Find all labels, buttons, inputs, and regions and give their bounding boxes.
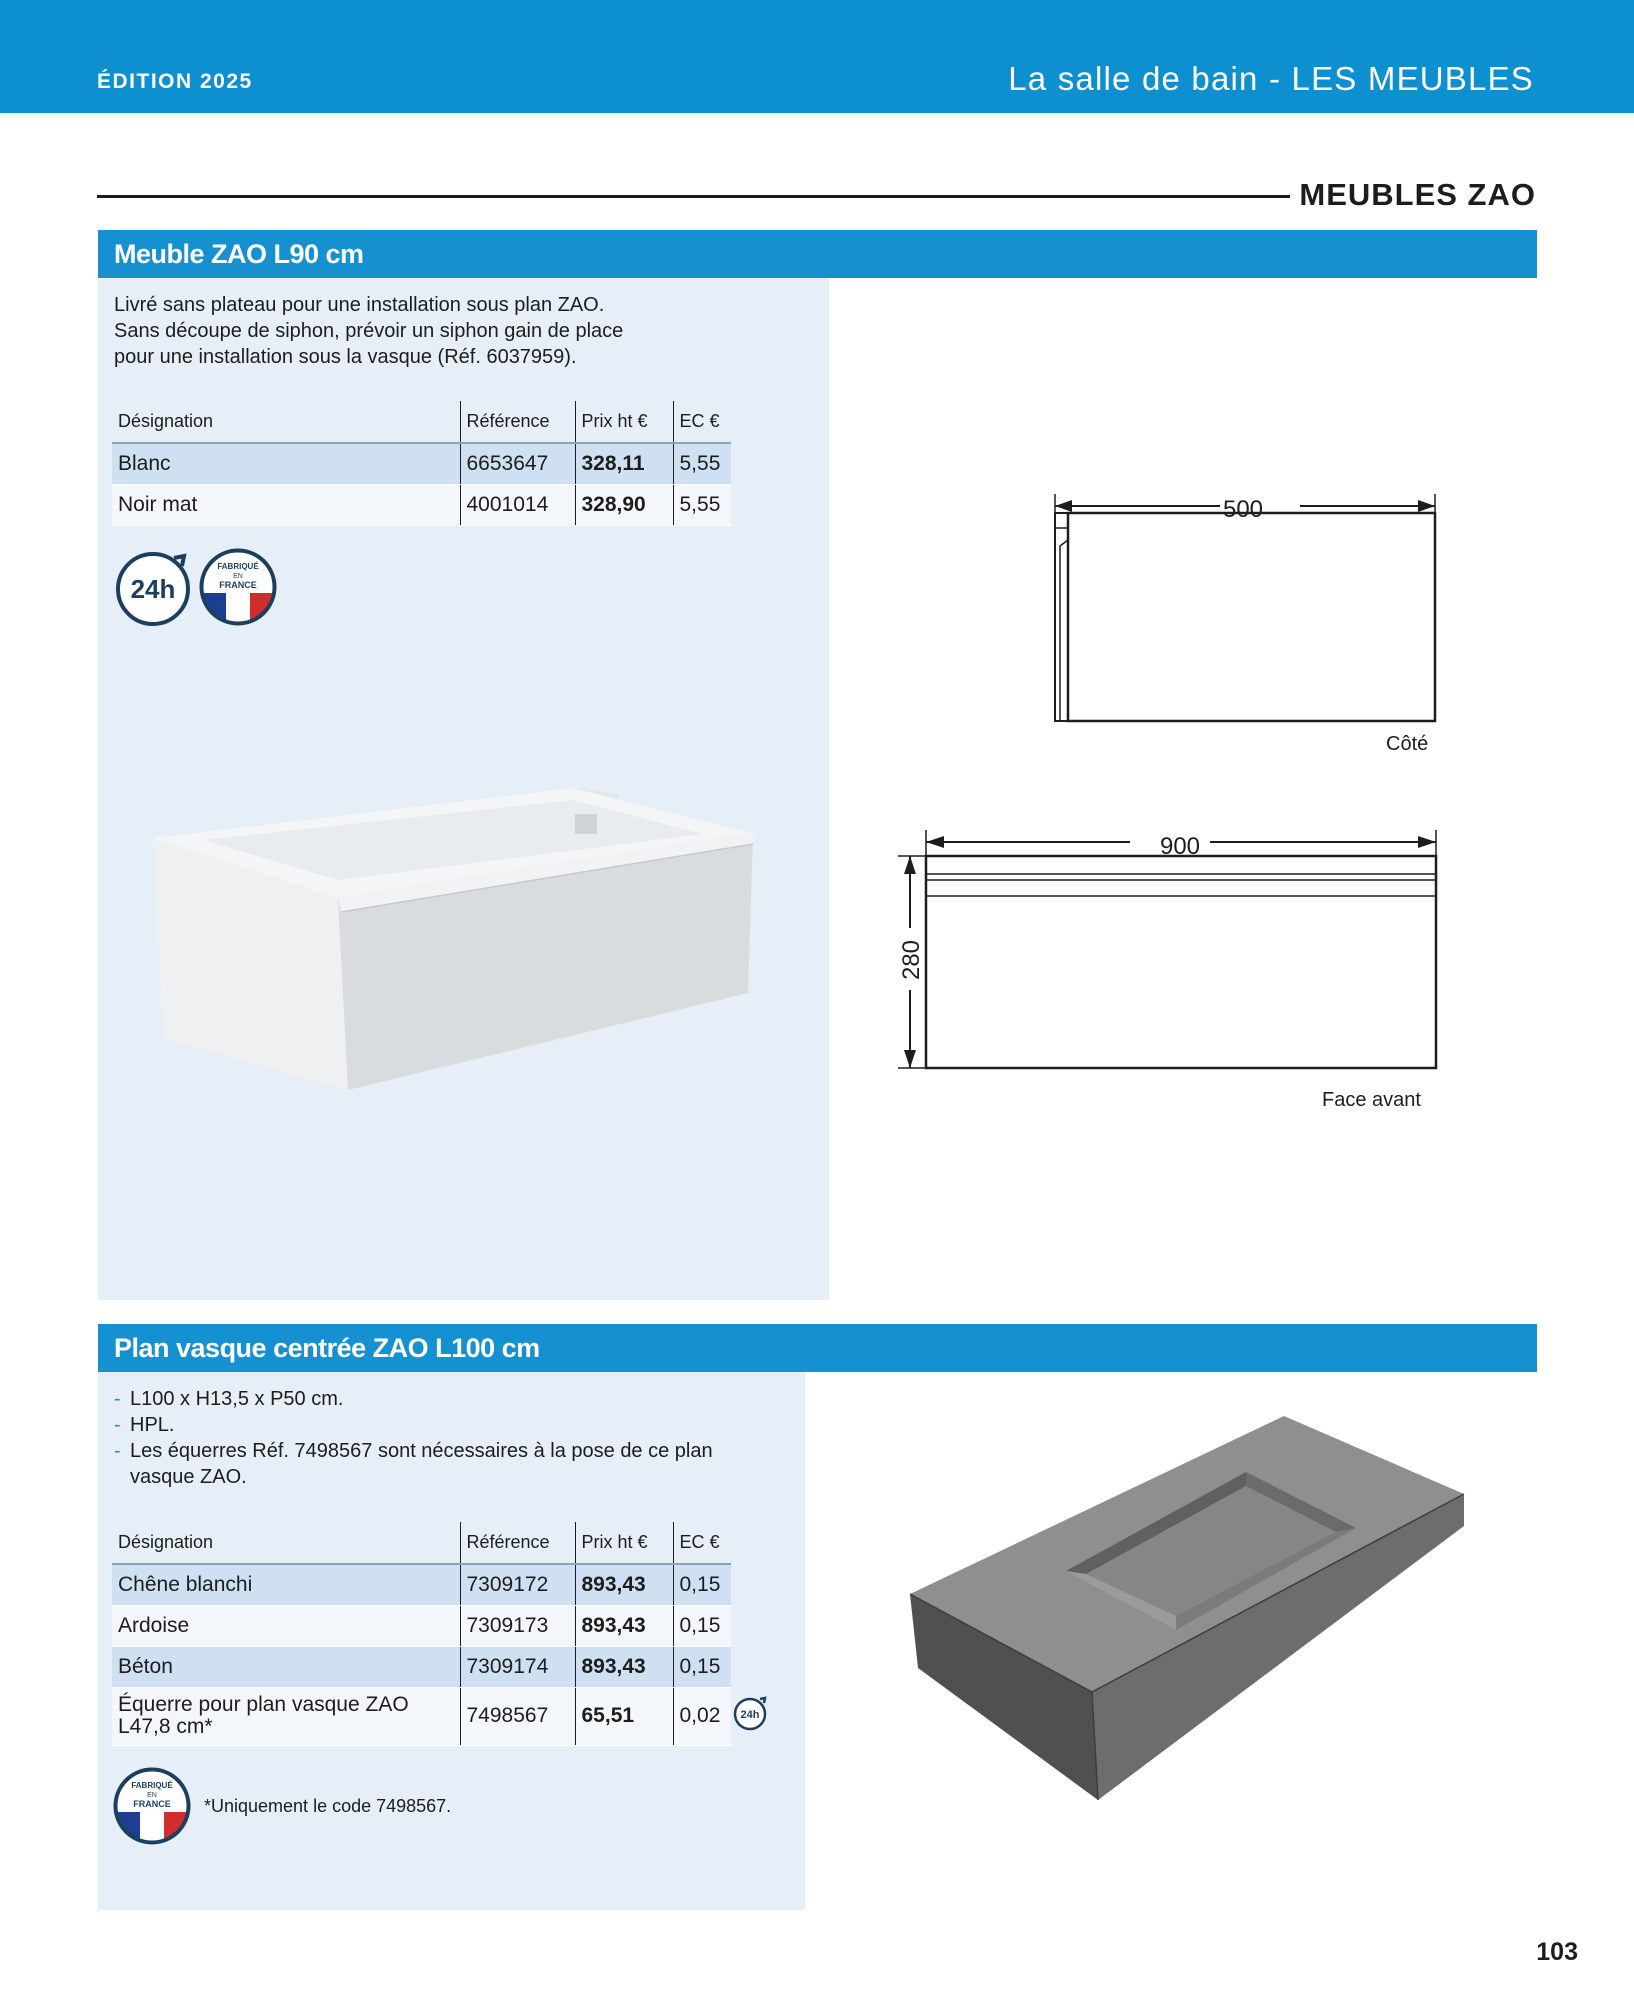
col-designation: Désignation [112,1522,460,1564]
cell-ec: 0,15 [673,1605,731,1646]
description-line: Livré sans plateau pour une installation sous plan ZAO. [114,294,605,316]
table-row [112,443,731,484]
table-header-row [112,1522,731,1564]
product2-price-table [112,1522,731,1746]
page-number: 103 [1536,1938,1578,1966]
spec-item: - Les équerres Réf. 7498567 sont nécessaires à la pose de ce plan vasque ZAO. [114,1438,774,1490]
cell-price: 893,43 [575,1564,673,1605]
table-row [112,1687,731,1745]
footnote: *Uniquement le code 7498567. [204,1796,452,1816]
product1-panel [98,278,829,1300]
cell-designation: Noir mat [112,484,460,525]
col-price: Prix ht € [575,1522,673,1564]
header-bar [0,0,1634,113]
front-view-label: Face avant [1322,1089,1421,1111]
side-view-drawing [890,480,1460,750]
badge-text-en: EN [147,1792,157,1799]
product1-price-table [112,401,731,526]
description-line: Sans découpe de siphon, prévoir un siphon gain de place [114,320,624,342]
made-in-france-icon [198,547,278,627]
delivery-24h-icon [112,546,194,628]
cell-ec: 0,15 [673,1646,731,1687]
product2-panel [98,1372,805,1910]
col-reference: Référence [460,401,575,443]
table-row [112,1646,731,1687]
basin-countertop-image [900,1400,1480,1820]
table-row [112,484,731,525]
product1-description [114,292,623,370]
front-view-drawing [880,820,1460,1080]
page-title: La salle de bain - LES MEUBLES [1008,60,1534,97]
cell-price: 893,43 [575,1605,673,1646]
cell-price: 328,90 [575,484,673,525]
table-header-row [112,401,731,443]
side-view-label: Côté [1386,733,1429,755]
spec-item: - L100 x H13,5 x P50 cm. [114,1386,774,1412]
section-rule [97,195,1290,198]
col-ec: EC € [673,401,731,443]
cell-reference: 6653647 [460,443,575,484]
product1-title: Meuble ZAO L90 cm [114,239,364,269]
table-row [112,1564,731,1605]
col-designation: Désignation [112,401,460,443]
front-height-dimension: 280 [898,939,925,981]
cell-ec: 0,15 [673,1564,731,1605]
col-ec: EC € [673,1522,731,1564]
cell-ec: 0,02 [673,1687,731,1745]
vanity-unit-image [143,778,783,1108]
product2-title: Plan vasque centrée ZAO L100 cm [114,1333,540,1363]
delivery-24h-text: 24h [130,574,176,604]
cell-designation: Chêne blanchi [112,1564,460,1605]
side-dimension: 500 [1222,496,1264,523]
spec-item: - HPL. [114,1412,774,1438]
cell-reference: 7309173 [460,1605,575,1646]
badge-text-en: EN [233,573,243,580]
row-24h-text: 24h [740,1709,760,1721]
product2-title-band [98,1324,1537,1372]
cell-reference: 7309174 [460,1646,575,1687]
cell-ec: 5,55 [673,484,731,525]
cell-ec: 5,55 [673,443,731,484]
cell-price: 328,11 [575,443,673,484]
section-title: MEUBLES ZAO [1299,177,1536,212]
cell-designation: Ardoise [112,1605,460,1646]
badge-text-fabrique: FABRIQUÉ [217,562,259,571]
badge-text-france: FRANCE [133,1799,171,1809]
cell-designation: Béton [112,1646,460,1687]
product1-title-band [98,230,1537,278]
badge-text-fabrique: FABRIQUÉ [131,1781,173,1790]
badge-text-france: FRANCE [219,580,257,590]
col-price: Prix ht € [575,401,673,443]
front-width-dimension: 900 [1159,833,1201,860]
cell-price: 893,43 [575,1646,673,1687]
cell-price: 65,51 [575,1687,673,1745]
cell-reference: 4001014 [460,484,575,525]
table-row [112,1605,731,1646]
made-in-france-icon [112,1766,192,1846]
col-reference: Référence [460,1522,575,1564]
description-line: pour une installation sous la vasque (Réf. 6037959). [114,346,577,368]
cell-designation: Équerre pour plan vasque ZAO L47,8 cm* [112,1687,460,1745]
row-24h-icon [732,1694,770,1732]
cell-designation: Blanc [112,443,460,484]
cell-reference: 7309172 [460,1564,575,1605]
edition-label: ÉDITION 2025 [97,70,253,93]
product2-specs [114,1386,774,1490]
cell-reference: 7498567 [460,1687,575,1745]
